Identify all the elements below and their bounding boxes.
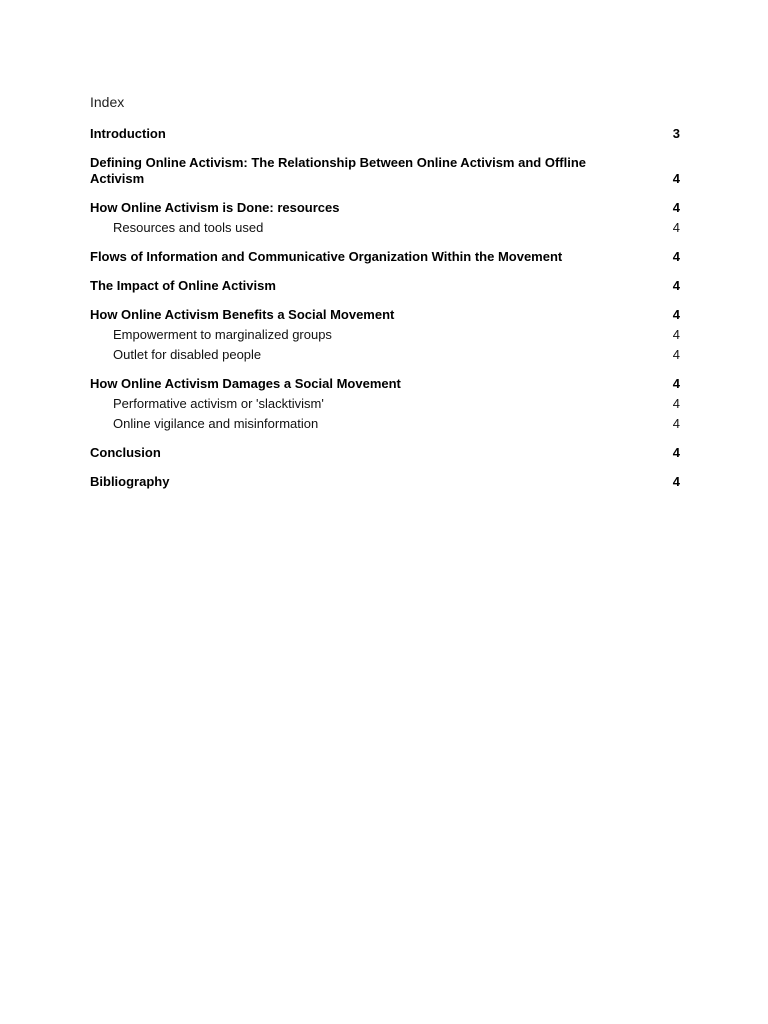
toc-entry-label: Resources and tools used (113, 220, 264, 235)
toc-entry-page-number: 4 (672, 396, 680, 411)
toc-entry-page-number: 4 (672, 445, 680, 460)
toc-entry-damages-social-movement[interactable] (90, 376, 680, 392)
toc-entry-introduction[interactable] (90, 126, 680, 142)
toc-entry-page-number: 4 (672, 307, 680, 322)
toc-entry-flows-of-information[interactable] (90, 249, 680, 265)
toc-subentry-slacktivism[interactable] (90, 396, 680, 412)
toc-entry-page-number: 4 (672, 249, 680, 264)
toc-entry-page-number: 4 (672, 200, 680, 215)
toc-subentry-outlet-disabled-people[interactable] (90, 347, 680, 363)
toc-entry-label: The Impact of Online Activism (90, 278, 276, 293)
toc-entry-label: Online vigilance and misinformation (113, 416, 319, 431)
toc-entry-page-number: 4 (672, 376, 680, 391)
toc-entry-conclusion[interactable] (90, 445, 680, 461)
toc-entry-page-number: 4 (672, 327, 680, 342)
toc-entry-label: Flows of Information and Communicative Organization Within the Movement (90, 249, 563, 264)
table-of-contents (90, 126, 680, 490)
toc-entry-how-online-activism-is-done[interactable] (90, 200, 680, 216)
toc-entry-page-number: 4 (672, 347, 680, 362)
toc-entry-impact-of-online-activism[interactable] (90, 278, 680, 294)
toc-entry-page-number: 4 (672, 474, 680, 489)
index-heading: Index (90, 94, 125, 110)
toc-entry-label: Empowerment to marginalized groups (113, 327, 332, 342)
toc-subentry-empowerment[interactable] (90, 327, 680, 343)
toc-entry-label: How Online Activism Damages a Social Movement (90, 376, 401, 391)
toc-entry-label: Introduction (90, 126, 166, 141)
toc-entry-label: Performative activism or 'slacktivism' (113, 396, 324, 411)
toc-entry-defining-online-activism[interactable] (90, 155, 680, 187)
toc-subentry-vigilance-misinformation[interactable] (90, 416, 680, 432)
document-page (90, 93, 680, 490)
toc-entry-page-number: 4 (672, 416, 680, 431)
toc-entry-label: Outlet for disabled people (113, 347, 262, 362)
toc-entry-page-number: 4 (672, 171, 680, 186)
toc-entry-label: Defining Online Activism: The Relationship Between Online Activism and Offline Activism (90, 155, 586, 186)
toc-entry-label: How Online Activism is Done: resources (90, 200, 340, 215)
toc-entry-bibliography[interactable] (90, 474, 680, 490)
toc-entry-label: How Online Activism Benefits a Social Movement (90, 307, 395, 322)
toc-entry-label: Bibliography (90, 474, 170, 489)
toc-entry-page-number: 4 (672, 278, 680, 293)
toc-subentry-resources-and-tools[interactable] (90, 220, 680, 236)
toc-entry-label: Conclusion (90, 445, 161, 460)
toc-entry-benefits-social-movement[interactable] (90, 307, 680, 323)
toc-entry-page-number: 3 (672, 126, 680, 141)
toc-entry-page-number: 4 (672, 220, 680, 235)
